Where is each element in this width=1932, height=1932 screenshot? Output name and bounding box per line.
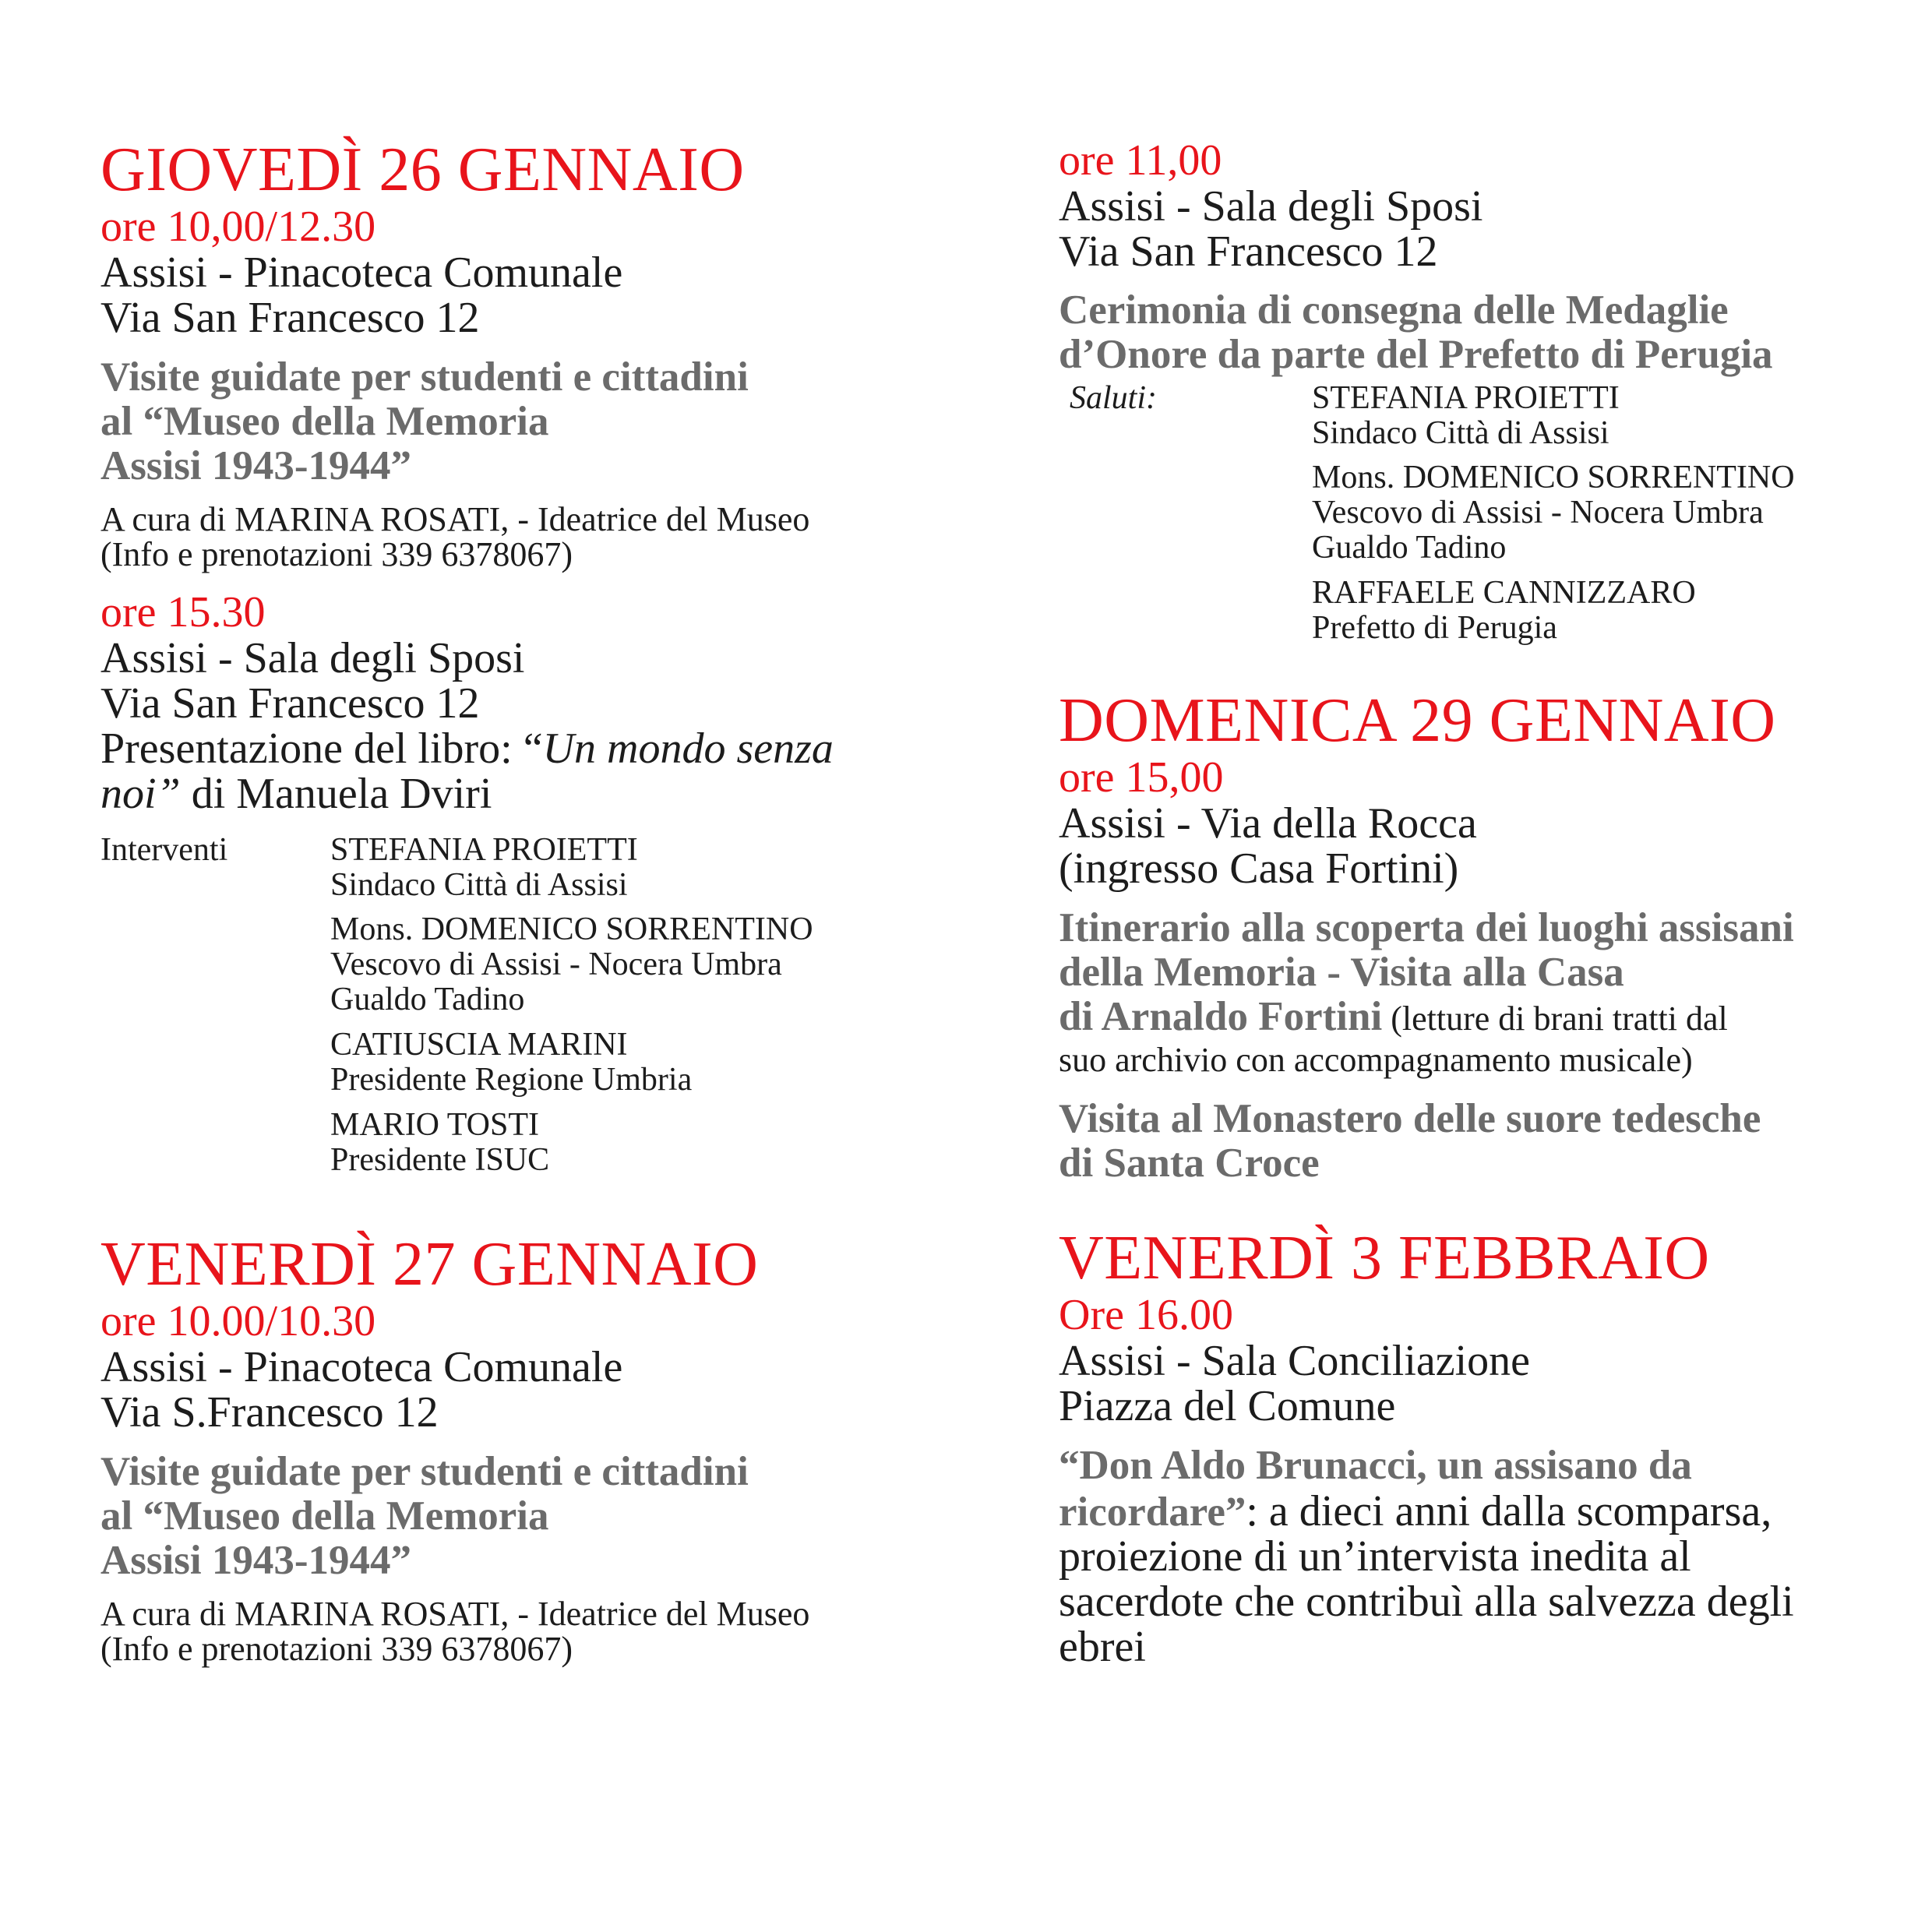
venue-address: Via S.Francesco 12 xyxy=(100,1388,439,1437)
venue-address: Via San Francesco 12 xyxy=(100,294,480,342)
book-presentation-line2 xyxy=(100,772,492,816)
venue-address: Via San Francesco 12 xyxy=(1059,227,1438,276)
event-title-line: Cerimonia di consegna delle Medaglie xyxy=(1059,287,1729,333)
day-heading: DOMENICA 29 GENNAIO xyxy=(1059,686,1776,755)
speaker-name: Mons. DOMENICO SORRENTINO xyxy=(330,911,813,947)
event-time: ore 15.30 xyxy=(100,588,266,636)
event-title-line: d’Onore da parte del Prefetto di Perugia xyxy=(1059,332,1773,377)
event-title-line: di Santa Croce xyxy=(1059,1141,1320,1186)
speaker-name: RAFFAELE CANNIZZARO xyxy=(1312,575,1696,611)
event-note: (letture di brani tratti dal xyxy=(1382,999,1728,1038)
event-title-line: al “Museo della Memoria xyxy=(100,1493,549,1539)
event-time: ore 15,00 xyxy=(1059,753,1224,802)
speaker-role: Vescovo di Assisi - Nocera Umbra xyxy=(330,947,782,982)
speaker-role: Sindaco Città di Assisi xyxy=(330,867,628,903)
event-time: ore 11,00 xyxy=(1059,136,1222,185)
venue-name: Assisi - Sala degli Sposi xyxy=(1059,182,1483,231)
venue-name: Assisi - Pinacoteca Comunale xyxy=(100,249,623,297)
event-title-line: della Memoria - Visita alla Casa xyxy=(1059,950,1624,995)
label-text: Saluti: xyxy=(1070,380,1157,416)
book-prefix: Presentazione del libro: “ xyxy=(100,724,543,773)
speaker-role: Prefetto di Perugia xyxy=(1312,610,1557,646)
venue-name: Assisi - Via della Rocca xyxy=(1059,799,1477,848)
book-author: di Manuela Dviri xyxy=(180,770,492,818)
day-heading: VENERDÌ 27 GENNAIO xyxy=(100,1230,759,1299)
event-title-line xyxy=(1059,996,1728,1038)
speaker-role: Vescovo di Assisi - Nocera Umbra xyxy=(1312,495,1764,531)
info-line: (Info e prenotazioni 339 6378067) xyxy=(100,1630,573,1668)
venue-name: Assisi - Sala degli Sposi xyxy=(100,634,525,682)
curator-line: A cura di MARINA ROSATI, - Ideatrice del Museo xyxy=(100,1595,810,1633)
day-heading: VENERDÌ 3 FEBBRAIO xyxy=(1059,1224,1710,1292)
event-title-line: Itinerario alla scoperta dei luoghi assisani xyxy=(1059,905,1794,950)
book-title: noi” xyxy=(100,770,181,818)
venue-name: Assisi - Sala Conciliazione xyxy=(1059,1337,1531,1385)
event-title-line: Assisi 1943-1944” xyxy=(100,1538,412,1583)
event-description-line: proiezione di un’intervista inedita al xyxy=(1059,1532,1691,1581)
speakers-label: Interventi xyxy=(100,832,228,868)
event-description-line: sacerdote che contribuì alla salvezza degli xyxy=(1059,1578,1794,1626)
title-part: di Arnaldo Fortini xyxy=(1059,994,1383,1039)
event-title-line: Visita al Monastero delle suore tedesche xyxy=(1059,1096,1761,1141)
speakers-label xyxy=(1070,382,1157,414)
event-title-line: Visite guidate per studenti e cittadini xyxy=(100,1449,749,1494)
event-title-line: “Don Aldo Brunacci, un assisano da xyxy=(1059,1443,1692,1488)
venue-name: Assisi - Pinacoteca Comunale xyxy=(100,1343,623,1391)
speaker-name: STEFANIA PROIETTI xyxy=(1312,380,1620,416)
event-description-line xyxy=(1059,1487,1772,1535)
event-note: suo archivio con accompagnamento musicale) xyxy=(1059,1041,1693,1079)
speaker-name: Mons. DOMENICO SORRENTINO xyxy=(1312,460,1795,495)
event-title-line: Assisi 1943-1944” xyxy=(100,443,412,488)
day-heading: GIOVEDÌ 26 GENNAIO xyxy=(100,136,745,204)
event-title-line: al “Museo della Memoria xyxy=(100,399,549,444)
event-description-line: ebrei xyxy=(1059,1623,1146,1671)
curator-line: A cura di MARINA ROSATI, - Ideatrice del Museo xyxy=(100,500,810,538)
speaker-role: Sindaco Città di Assisi xyxy=(1312,415,1609,451)
event-time: ore 10,00/12.30 xyxy=(100,203,376,251)
speaker-role: Presidente Regione Umbria xyxy=(330,1062,693,1098)
venue-address: Via San Francesco 12 xyxy=(100,679,480,728)
info-line: (Info e prenotazioni 339 6378067) xyxy=(100,535,573,573)
event-time: Ore 16.00 xyxy=(1059,1291,1233,1339)
venue-address: (ingresso Casa Fortini) xyxy=(1059,844,1459,893)
book-presentation-line1 xyxy=(100,724,834,773)
speaker-name: STEFANIA PROIETTI xyxy=(330,832,638,868)
speaker-name: MARIO TOSTI xyxy=(330,1107,539,1143)
title-part: ricordare” xyxy=(1059,1490,1246,1535)
description-part: : a dieci anni dalla scomparsa, xyxy=(1246,1487,1772,1535)
venue-address: Piazza del Comune xyxy=(1059,1382,1396,1430)
event-time: ore 10.00/10.30 xyxy=(100,1297,376,1345)
event-title-line: Visite guidate per studenti e cittadini xyxy=(100,354,749,400)
speaker-role: Presidente ISUC xyxy=(330,1142,550,1178)
speaker-name: CATIUSCIA MARINI xyxy=(330,1027,628,1063)
speaker-role: Gualdo Tadino xyxy=(330,982,525,1017)
book-title: Un mondo senza xyxy=(542,724,834,773)
speaker-role: Gualdo Tadino xyxy=(1312,530,1507,566)
